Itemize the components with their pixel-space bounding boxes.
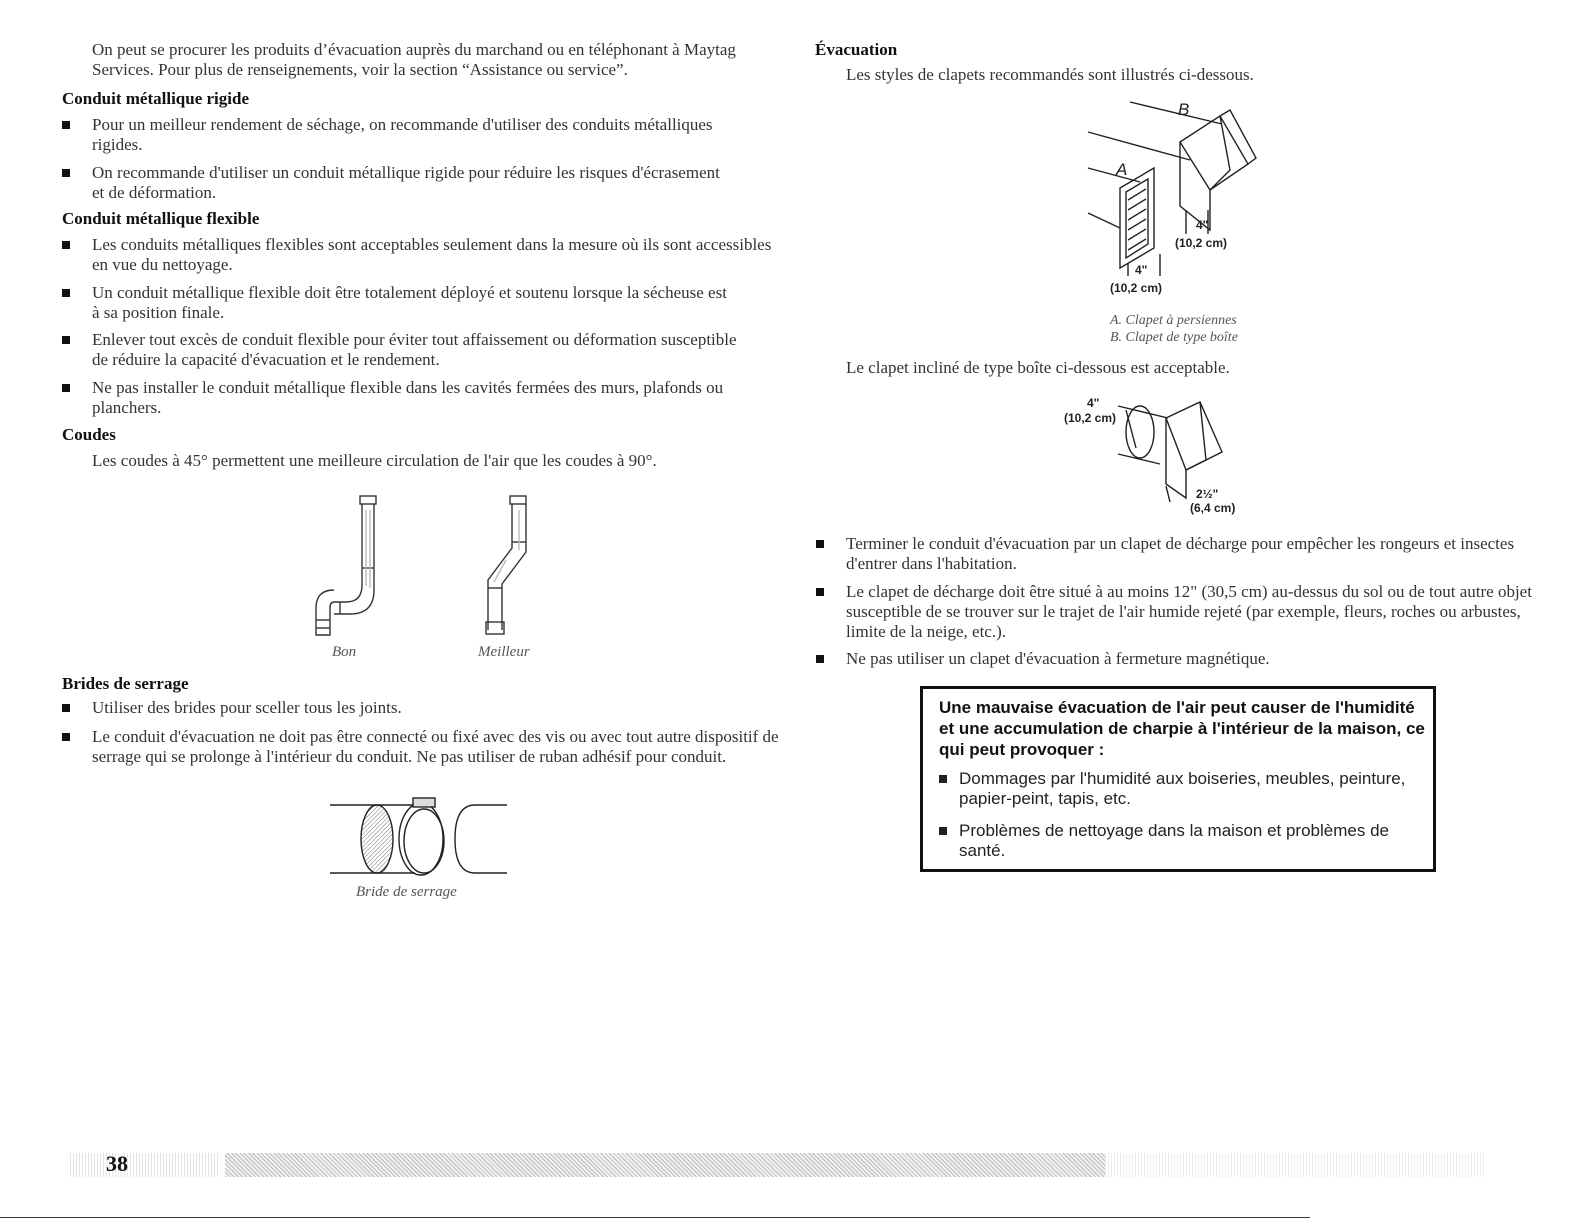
warning-item-1: Dommages par l'humidité aux boiseries, meubles, peinture, papier-peint, tapis, etc.	[959, 769, 1429, 809]
angled-dim2-in: 2½"	[1196, 487, 1219, 501]
angled-dim2-cm: (6,4 cm)	[1190, 501, 1236, 515]
hood-a-dim-cm: (10,2 cm)	[1110, 281, 1163, 295]
hood-label-a: A	[1116, 160, 1128, 179]
angled-dim-cm: (10,2 cm)	[1064, 411, 1117, 425]
evacuation-intro: Les styles de clapets recommandés sont illustrés ci-dessous.	[846, 65, 1254, 84]
flexible-bullet-4: Ne pas installer le conduit métallique flexible dans les cavités fermées des murs, plafonds ou planchers.	[92, 378, 782, 418]
clamps-bullet-2: Le conduit d'évacuation ne doit pas être connecté ou fixé avec des vis ou avec tout autre dispositif de serrage qui se prolonge à l'intérieur du conduit. Ne pas utiliser de ruban adhésif pour conduit.	[92, 727, 782, 767]
vent-hoods-diagram	[1080, 98, 1280, 278]
evacuation-bullet-2: Le clapet de décharge doit être situé à au moins 12" (30,5 cm) au-dessus du sol ou de tout autre objet susceptible de se trouver sur le trajet de l'air humide rejeté (par exemple, fleurs, roches ou arbustes, limite de la neige, etc.).	[846, 582, 1536, 642]
intro-paragraph: On peut se procurer les produits d’évacuation auprès du marchand ou en téléphonant à Maytag Services. Pour plus de renseignements, voir la section “Assistance ou service”.	[92, 40, 736, 79]
bottom-rule	[0, 1217, 1310, 1218]
angled-dim-in: 4"	[1087, 396, 1100, 410]
footer-pattern-right	[1105, 1153, 1485, 1177]
clamp-diagram	[325, 795, 515, 880]
clamps-bullet-1: Utiliser des brides pour sceller tous les joints.	[92, 698, 782, 718]
evacuation-bullet-3: Ne pas utiliser un clapet d'évacuation à fermeture magnétique.	[846, 649, 1536, 669]
elbows-heading: Coudes	[62, 425, 116, 444]
rigid-bullet-2: On recommande d'utiliser un conduit métallique rigide pour réduire les risques d'écrasement et de déformation.	[92, 163, 732, 203]
elbow-diagram	[300, 490, 560, 640]
hood-b-dim-in: 4"	[1196, 218, 1209, 232]
flexible-bullet-1: Les conduits métalliques flexibles sont acceptables seulement dans la mesure où ils sont accessibles en vue du nettoyage.	[92, 235, 782, 275]
caption-clamp: Bride de serrage	[356, 884, 457, 900]
angled-hood-diagram	[1110, 390, 1260, 510]
evacuation-bullet-1: Terminer le conduit d'évacuation par un clapet de décharge pour empêcher les rongeurs et insectes d'entrer dans l'habitation.	[846, 534, 1536, 574]
rigid-bullet-1: Pour un meilleur rendement de séchage, on recommande d'utiliser des conduits métalliques rigides.	[92, 115, 732, 155]
rigid-duct-heading: Conduit métallique rigide	[62, 89, 250, 108]
caption-bon: Bon	[332, 644, 357, 660]
footer-pattern-strip	[225, 1153, 1105, 1177]
angled-hood-text: Le clapet incliné de type boîte ci-dessous est acceptable.	[846, 358, 1230, 377]
warning-title: Une mauvaise évacuation de l'air peut causer de l'humidité et une accumulation de charpie à l'intérieur de la maison, ce qui peut provoquer :	[939, 698, 1425, 759]
hood-a-dim-in: 4"	[1135, 263, 1148, 277]
warning-box	[920, 686, 1436, 872]
caption-hood-a: A. Clapet à persiennes	[1110, 313, 1237, 328]
page-number: 38	[106, 1151, 128, 1176]
evacuation-heading: Évacuation	[815, 40, 898, 59]
flexible-duct-heading: Conduit métallique flexible	[62, 209, 260, 228]
clamps-heading: Brides de serrage	[62, 674, 189, 693]
elbows-text: Les coudes à 45° permettent une meilleure circulation de l'air que les coudes à 90°.	[92, 451, 657, 470]
footer-pattern-left	[70, 1153, 220, 1177]
caption-meilleur: Meilleur	[478, 644, 530, 660]
hood-label-b: B	[1178, 100, 1190, 119]
flexible-bullet-3: Enlever tout excès de conduit flexible pour éviter tout affaissement ou déformation susceptible de réduire la capacité d'évacuation et le rendement.	[92, 330, 742, 370]
caption-hood-b: B. Clapet de type boîte	[1110, 330, 1238, 345]
flexible-bullet-2: Un conduit métallique flexible doit être totalement déployé et soutenu lorsque la sécheuse est à sa position finale.	[92, 283, 732, 323]
warning-item-2: Problèmes de nettoyage dans la maison et problèmes de santé.	[959, 821, 1429, 861]
hood-b-dim-cm: (10,2 cm)	[1175, 236, 1228, 250]
